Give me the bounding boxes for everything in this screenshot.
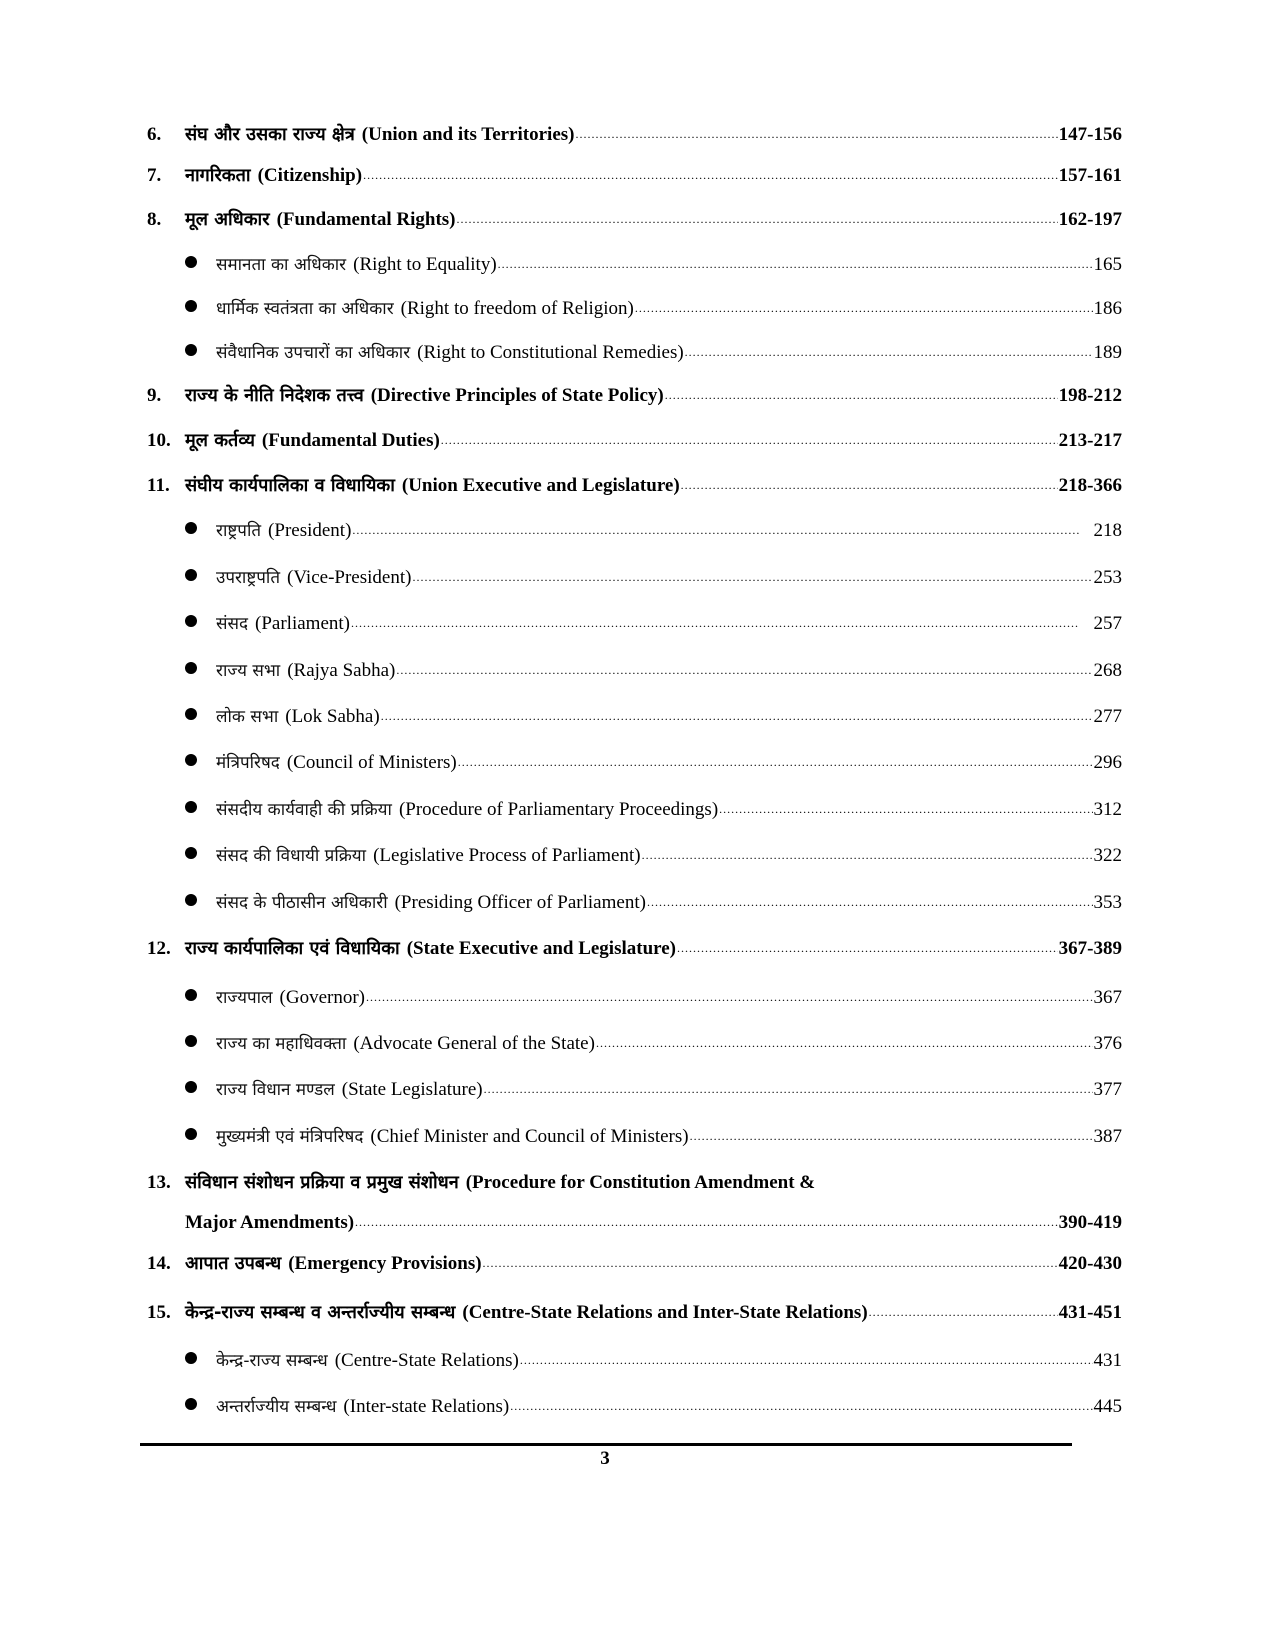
dot-leader	[457, 207, 1058, 229]
toc-subentry	[147, 565, 1122, 589]
entry-number: 15.	[147, 1302, 171, 1323]
entry-title-english: (Citizenship)	[257, 165, 363, 186]
dot-leader	[483, 1251, 1058, 1273]
entry-title-english: (Fundamental Rights)	[276, 209, 456, 230]
entry-page: 431-451	[1058, 1302, 1122, 1323]
dot-leader	[412, 565, 1092, 587]
toc-entry	[147, 207, 1122, 231]
footer-rule	[140, 1443, 1072, 1446]
entry-title-hindi: मंत्रिपरिषद	[216, 753, 280, 773]
entry-page: 186	[1093, 298, 1122, 319]
toc-subentry	[147, 1031, 1122, 1055]
entry-number: 12.	[147, 938, 171, 959]
entry-page: 367-389	[1058, 938, 1122, 959]
dot-leader	[647, 890, 1093, 912]
bullet-icon	[185, 344, 197, 356]
bullet-icon	[185, 522, 197, 534]
entry-title-hindi: संसदीय कार्यवाही की प्रक्रिया	[216, 800, 392, 820]
bullet-icon	[185, 754, 197, 766]
entry-page: 189	[1093, 342, 1122, 363]
entry-number: 13.	[147, 1172, 171, 1193]
dot-leader	[352, 518, 1092, 540]
toc-subentry	[147, 797, 1122, 821]
dot-leader	[484, 1077, 1093, 1099]
toc-subentry	[147, 985, 1122, 1009]
entry-number: 9.	[147, 385, 162, 406]
entry-page: 253	[1093, 567, 1122, 588]
toc-subentry	[147, 843, 1122, 867]
bullet-icon	[185, 256, 197, 268]
bullet-icon	[185, 662, 197, 674]
entry-page: 162-197	[1058, 209, 1122, 230]
bullet-icon	[185, 989, 197, 1001]
entry-title-english: (Chief Minister and Council of Ministers)	[370, 1126, 689, 1147]
dot-leader	[665, 383, 1058, 405]
bullet-icon	[185, 1081, 197, 1093]
entry-title-english: (Directive Principles of State Policy)	[370, 385, 664, 406]
entry-title-english: (Inter-state Relations)	[343, 1396, 510, 1417]
entry-page: 376	[1093, 1033, 1122, 1054]
entry-title-english: (Centre-State Relations)	[334, 1350, 519, 1371]
entry-title-english: (Presiding Officer of Parliament)	[394, 892, 646, 913]
dot-leader	[635, 296, 1093, 318]
entry-title-hindi: केन्द्र-राज्य सम्बन्ध	[216, 1351, 328, 1371]
dot-leader	[719, 797, 1092, 819]
entry-title-hindi: मूल अधिकार	[185, 209, 270, 230]
bullet-icon	[185, 1352, 197, 1364]
dot-leader	[690, 1124, 1093, 1146]
entry-title-english: (Right to freedom of Religion)	[400, 298, 634, 319]
entry-title-english: (Centre-State Relations and Inter-State Relations)	[462, 1302, 868, 1323]
bullet-icon	[185, 894, 197, 906]
entry-title-hindi: संघ और उसका राज्य क्षेत्र	[185, 124, 355, 145]
dot-leader	[677, 936, 1058, 958]
entry-title-hindi: आपात उपबन्ध	[185, 1253, 282, 1274]
dot-leader	[681, 473, 1058, 495]
dot-leader	[355, 1210, 1058, 1232]
toc-subentry	[147, 1394, 1122, 1418]
dot-leader	[366, 985, 1093, 1007]
bullet-icon	[185, 1128, 197, 1140]
entry-number: 7.	[147, 165, 162, 186]
entry-title-hindi: संवैधानिक उपचारों का अधिकार	[216, 343, 411, 363]
entry-title-english: (Right to Equality)	[353, 254, 497, 275]
toc-subentry	[147, 1077, 1122, 1101]
dot-leader	[596, 1031, 1093, 1053]
entry-page: 377	[1093, 1079, 1122, 1100]
entry-page: 147-156	[1058, 124, 1122, 145]
entry-title-english: (Parliament)	[255, 613, 350, 634]
toc-subentry	[147, 658, 1122, 682]
entry-title-english: (Rajya Sabha)	[287, 660, 396, 681]
toc-subentry	[147, 296, 1122, 320]
entry-page: 431	[1093, 1350, 1122, 1371]
toc-subentry	[147, 611, 1122, 635]
entry-page: 268	[1093, 660, 1122, 681]
toc-entry	[147, 1212, 1122, 1234]
toc-entry	[147, 936, 1122, 960]
entry-title-hindi: लोक सभा	[216, 707, 279, 727]
dot-leader	[498, 252, 1093, 274]
entry-title-english: (Fundamental Duties)	[261, 430, 440, 451]
entry-page: 390-419	[1058, 1212, 1122, 1233]
entry-title-hindi: धार्मिक स्वतंत्रता का अधिकार	[216, 299, 394, 319]
dot-leader	[510, 1394, 1092, 1416]
toc-entry	[147, 1251, 1122, 1275]
entry-page: 218-366	[1058, 475, 1122, 496]
toc-subentry	[147, 340, 1122, 364]
toc-entry	[147, 1170, 1122, 1194]
bullet-icon	[185, 708, 197, 720]
toc-entry	[147, 122, 1122, 146]
dot-leader	[642, 843, 1093, 865]
dot-leader	[869, 1300, 1058, 1322]
entry-page: 257	[1093, 613, 1122, 634]
entry-title-english: (Emergency Provisions)	[288, 1253, 482, 1274]
entry-title-hindi: उपराष्ट्रपति	[216, 568, 281, 588]
entry-page: 445	[1093, 1396, 1122, 1417]
entry-title-hindi: संघीय कार्यपालिका व विधायिका	[185, 475, 395, 496]
toc-subentry	[147, 890, 1122, 914]
toc-subentry	[147, 750, 1122, 774]
dot-leader	[396, 658, 1092, 680]
entry-title-english: (Governor)	[279, 987, 365, 1008]
entry-number: 8.	[147, 209, 162, 230]
entry-title-english: Major Amendments)	[185, 1212, 355, 1233]
bullet-icon	[185, 1035, 197, 1047]
entry-title-hindi: राज्य कार्यपालिका एवं विधायिका	[185, 938, 400, 959]
entry-title-english: (Vice-President)	[287, 567, 412, 588]
dot-leader	[441, 428, 1058, 450]
dot-leader	[381, 704, 1093, 726]
entry-title-english: (Procedure of Parliamentary Proceedings)	[398, 799, 719, 820]
entry-title-hindi: राज्य विधान मण्डल	[216, 1080, 335, 1100]
entry-page: 296	[1093, 752, 1122, 773]
entry-title-english: (Council of Ministers)	[286, 752, 457, 773]
dot-leader	[575, 122, 1057, 144]
entry-title-english: (Union Executive and Legislature)	[401, 475, 680, 496]
entry-page: 420-430	[1058, 1253, 1122, 1274]
entry-page: 322	[1093, 845, 1122, 866]
entry-title-hindi: राष्ट्रपति	[216, 521, 262, 541]
entry-title-hindi: नागरिकता	[185, 165, 251, 186]
entry-title-english: (Union and its Territories)	[361, 124, 575, 145]
entry-page: 367	[1093, 987, 1122, 1008]
toc-subentry	[147, 518, 1122, 542]
bullet-icon	[185, 300, 197, 312]
entry-title-hindi: संविधान संशोधन प्रक्रिया व प्रमुख संशोधन	[185, 1172, 459, 1193]
toc-entry	[147, 1300, 1122, 1324]
toc-subentry	[147, 252, 1122, 276]
bullet-icon	[185, 569, 197, 581]
entry-title-hindi: मुख्यमंत्री एवं मंत्रिपरिषद	[216, 1127, 364, 1147]
entry-title-hindi: संसद की विधायी प्रक्रिया	[216, 846, 367, 866]
entry-number: 14.	[147, 1253, 171, 1274]
toc-entry	[147, 163, 1122, 187]
entry-title-english: (State Executive and Legislature)	[406, 938, 676, 959]
toc-entry	[147, 473, 1122, 497]
bullet-icon	[185, 1398, 197, 1410]
dot-leader	[363, 163, 1058, 185]
bullet-icon	[185, 847, 197, 859]
toc-entry	[147, 428, 1122, 452]
entry-page: 387	[1093, 1126, 1122, 1147]
entry-page: 165	[1093, 254, 1122, 275]
entry-number: 6.	[147, 124, 162, 145]
dot-leader	[520, 1348, 1093, 1370]
toc-subentry	[147, 1124, 1122, 1148]
entry-page: 218	[1093, 520, 1122, 541]
entry-number: 11.	[147, 475, 170, 496]
entry-page: 277	[1093, 706, 1122, 727]
entry-title-hindi: राज्यपाल	[216, 988, 273, 1008]
entry-page: 312	[1093, 799, 1122, 820]
entry-title-hindi: संसद	[216, 614, 249, 634]
entry-page: 198-212	[1058, 385, 1122, 406]
entry-title-hindi: अन्तर्राज्यीय सम्बन्ध	[216, 1397, 337, 1417]
bullet-icon	[185, 615, 197, 627]
bullet-icon	[185, 801, 197, 813]
entry-title-english: (State Legislature)	[341, 1079, 483, 1100]
entry-title-english: (Advocate General of the State)	[353, 1033, 595, 1054]
entry-title-english: (Lok Sabha)	[285, 706, 380, 727]
entry-title-hindi: मूल कर्तव्य	[185, 430, 255, 451]
entry-title-hindi: राज्य का महाधिवक्ता	[216, 1034, 347, 1054]
dot-leader	[685, 340, 1093, 362]
toc-subentry	[147, 704, 1122, 728]
entry-title-english: (President)	[268, 520, 352, 541]
dot-leader	[351, 611, 1093, 633]
dot-leader	[458, 750, 1093, 772]
entry-title-english: (Right to Constitutional Remedies)	[417, 342, 684, 363]
entry-title-english: (Procedure for Constitution Amendment &	[465, 1172, 816, 1193]
toc-entry	[147, 383, 1122, 407]
entry-title-english: (Legislative Process of Parliament)	[373, 845, 641, 866]
entry-title-hindi: राज्य के नीति निदेशक तत्त्व	[185, 385, 364, 406]
toc-subentry	[147, 1348, 1122, 1372]
entry-title-hindi: राज्य सभा	[216, 661, 281, 681]
entry-page: 213-217	[1058, 430, 1122, 451]
entry-title-hindi: केन्द्र-राज्य सम्बन्ध व अन्तर्राज्यीय सम्बन्ध	[185, 1302, 456, 1323]
entry-title-hindi: समानता का अधिकार	[216, 255, 347, 275]
entry-page: 157-161	[1058, 165, 1122, 186]
page-number: 3	[600, 1448, 610, 1469]
entry-title-hindi: संसद के पीठासीन अधिकारी	[216, 893, 388, 913]
entry-page: 353	[1093, 892, 1122, 913]
entry-number: 10.	[147, 430, 171, 451]
